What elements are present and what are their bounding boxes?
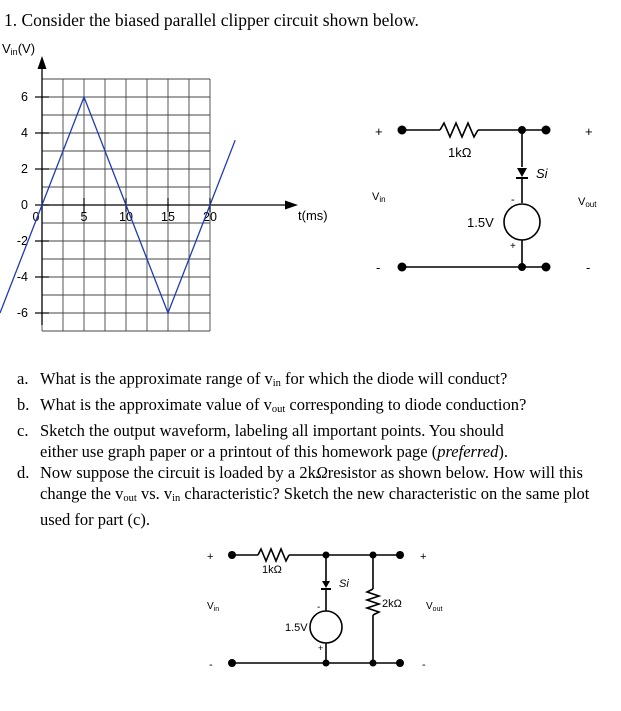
vout-plus-sign: + bbox=[585, 124, 593, 139]
y-axis-label-unit: (V) bbox=[17, 41, 36, 56]
x-axis-arrow bbox=[285, 201, 298, 210]
vin-label-main: V bbox=[372, 191, 380, 203]
c2-diode-symbol bbox=[322, 581, 330, 588]
c2-node-top-2 bbox=[370, 552, 377, 559]
y-tick-label: 4 bbox=[21, 126, 28, 140]
c2-vin-label-sub: in bbox=[213, 606, 220, 613]
vout-label-main: V bbox=[578, 196, 586, 208]
source-1p5v-label: 1.5V bbox=[467, 215, 494, 230]
question-a-letter: a. bbox=[17, 369, 29, 388]
question-a-text-1: What is the approximate range of v bbox=[40, 369, 273, 388]
c2-resistor-1k-label: 1kΩ bbox=[262, 564, 282, 576]
resistor-1k-symbol bbox=[440, 123, 478, 137]
vin-plus-sign: + bbox=[375, 124, 383, 139]
c2-vin-minus-sign: - bbox=[209, 659, 213, 671]
loaded-clipper-circuit bbox=[195, 543, 455, 678]
c2-vout-label bbox=[426, 601, 442, 613]
c2-terminal-vin-plus bbox=[228, 551, 236, 559]
question-a-sub: in bbox=[272, 378, 281, 389]
question-d-omega: Ω bbox=[315, 463, 328, 482]
resistor-1k-label: 1kΩ bbox=[448, 145, 472, 160]
c2-vin-plus-sign: + bbox=[207, 551, 214, 563]
vin-label-sub: in bbox=[379, 195, 386, 204]
diode-si-label: Si bbox=[536, 166, 548, 181]
question-c-letter: c. bbox=[17, 421, 29, 440]
y-tick-label: 6 bbox=[21, 90, 28, 104]
vin-waveform-chart bbox=[0, 40, 345, 340]
c2-vin-label bbox=[207, 601, 219, 613]
question-c-preferred: preferred bbox=[437, 442, 499, 461]
diode-symbol bbox=[517, 168, 527, 177]
question-b bbox=[10, 394, 615, 420]
c2-resistor-2k-symbol bbox=[367, 589, 379, 615]
y-tick-label: -4 bbox=[16, 270, 28, 284]
question-d-sub-1: out bbox=[123, 493, 137, 504]
y-axis-label-main: V bbox=[2, 41, 11, 56]
question-a bbox=[10, 368, 615, 394]
question-b-text-2: corresponding to diode conduction? bbox=[285, 395, 527, 414]
question-d-sub-2: in bbox=[172, 493, 181, 504]
c2-voltage-source-symbol bbox=[310, 611, 342, 643]
problem-title: 1. Consider the biased parallel clipper circuit shown below. bbox=[4, 10, 419, 30]
y-tick-label: -2 bbox=[16, 234, 28, 248]
question-c bbox=[10, 420, 615, 462]
terminal-vout-plus bbox=[542, 126, 551, 135]
c2-vin-label-main: V bbox=[207, 601, 214, 612]
question-c-line-2b: ). bbox=[498, 442, 508, 461]
x-axis-label: t(ms) bbox=[298, 208, 328, 223]
c2-vout-label-sub: out bbox=[432, 606, 443, 613]
y-tick-label: 0 bbox=[21, 198, 28, 212]
x-tick-label: 0 bbox=[32, 210, 40, 224]
question-c-line-1: Sketch the output waveform, labeling all important points. You should bbox=[40, 421, 504, 440]
y-axis-label bbox=[2, 41, 35, 57]
question-b-text-1: What is the approximate value of v bbox=[40, 395, 272, 414]
terminal-vin-minus bbox=[398, 263, 407, 272]
c2-vout-plus-sign: + bbox=[420, 551, 427, 563]
c2-node-bottom-2 bbox=[370, 660, 377, 667]
c2-diode-si-label: Si bbox=[339, 578, 349, 590]
source-plus-sign: + bbox=[510, 241, 516, 252]
c2-vout-label-main: V bbox=[426, 601, 433, 612]
question-d-text-2: resistor as shown below. How will this change the v bbox=[40, 463, 583, 503]
y-tick-label: 2 bbox=[21, 162, 28, 176]
question-c-line-2a: either use graph paper or a printout of this homework page ( bbox=[40, 442, 438, 461]
node-top bbox=[518, 126, 526, 134]
clipper-circuit bbox=[360, 100, 605, 280]
vout-minus-sign: - bbox=[586, 260, 591, 275]
node-bottom bbox=[518, 263, 526, 271]
question-list bbox=[10, 368, 615, 530]
source-minus-sign: - bbox=[511, 194, 515, 206]
question-b-sub: out bbox=[271, 404, 286, 415]
question-d-text-1: Now suppose the circuit is loaded by a 2k bbox=[40, 463, 316, 482]
vin-label bbox=[372, 191, 386, 204]
c2-vout-minus-sign: - bbox=[422, 659, 426, 671]
c2-node-top-1 bbox=[323, 552, 330, 559]
terminal-vin-plus bbox=[398, 126, 407, 135]
c2-terminal-vout-plus bbox=[396, 551, 404, 559]
y-tick-label: -6 bbox=[16, 306, 28, 320]
c2-node-bottom-1 bbox=[323, 660, 330, 667]
x-tick-label: 5 bbox=[80, 210, 88, 224]
c2-source-1p5v-label: 1.5V bbox=[285, 622, 308, 634]
c2-terminal-vin-minus bbox=[228, 659, 236, 667]
c2-resistor-2k-label: 2kΩ bbox=[382, 598, 402, 610]
c2-source-plus-sign: + bbox=[318, 643, 324, 653]
question-d bbox=[10, 462, 615, 530]
vout-label bbox=[578, 196, 597, 209]
x-tick-label: 10 bbox=[119, 210, 133, 224]
voltage-source-symbol bbox=[504, 204, 540, 240]
c2-terminal-vout-minus bbox=[396, 659, 404, 667]
y-axis-arrow bbox=[38, 56, 47, 69]
y-axis-label-sub: in bbox=[10, 47, 18, 57]
question-d-text-4: characteristic? Sketch the new characteristic on the same plot used for part (c). bbox=[40, 484, 590, 529]
x-tick-label: 20 bbox=[203, 210, 217, 224]
x-tick-label: 15 bbox=[161, 210, 175, 224]
c2-source-minus-sign: - bbox=[317, 602, 321, 613]
terminal-vout-minus bbox=[542, 263, 551, 272]
question-d-text-3: vs. v bbox=[136, 484, 173, 503]
question-b-letter: b. bbox=[17, 395, 30, 414]
vin-minus-sign: - bbox=[376, 260, 381, 275]
c2-resistor-1k-symbol bbox=[258, 549, 289, 561]
question-a-text-2: for which the diode will conduct? bbox=[280, 369, 508, 388]
vout-label-sub: out bbox=[585, 200, 597, 209]
question-d-letter: d. bbox=[17, 463, 30, 482]
